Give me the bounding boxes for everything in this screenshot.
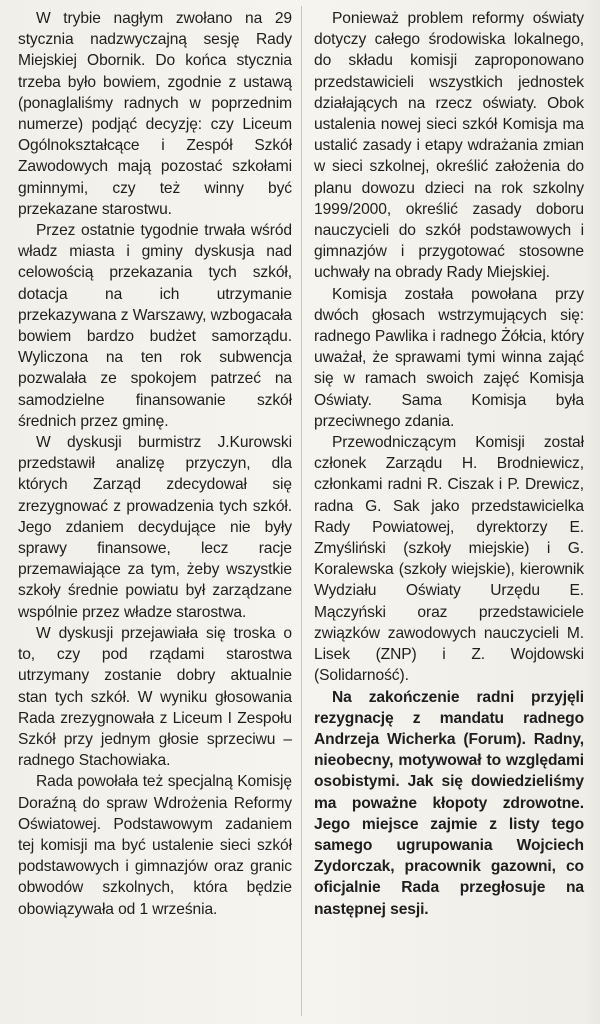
paragraph: W trybie nagłym zwołano na 29 stycznia nadzwyczajną sesję Rady Miejskiej Obornik. Do końca stycznia trzeba było bowiem, zgodnie z ustawą (ponaglaliśmy radnych w poprzednim numerze) podjąć decyzję: czy Liceum Ogólnokształcące i Zespół Szkół Zawodowych mają pozostać szkołami gminnymi, czy też winny być przekazane starostwu. bbox=[18, 10, 292, 218]
column-divider bbox=[301, 6, 302, 1016]
page-edge bbox=[586, 0, 600, 1024]
paragraph: Komisja została powołana przy dwóch głosach wstrzymujących się: radnego Pawlika i radnego Żółcia, który uważał, że sprawami tymi winna zająć się w ramach swoich zajęć Komisja Oświaty. Sama Komisja była przeciwnego zdania. bbox=[314, 285, 584, 430]
paragraph: W dyskusji burmistrz J.Kurowski przedstawił analizę przyczyn, dla których Zarząd zdecydował się zrezygnować z prowadzenia tych szkół. Jego zdaniem decydujące nie były sprawy finansowe, lecz racje przemawiające za tym, żeby wszystkie szkoły średnie powiatu był zarządzane wspólnie przez władze starostwa. bbox=[18, 434, 292, 621]
right-column bbox=[314, 8, 584, 920]
paragraph: Ponieważ problem reformy oświaty dotyczy całego środowiska lokalnego, do składu komisji zaproponowano przedstawicieli wszystkich jednostek działających na rzecz oświaty. Obok ustalenia nowej sieci szkół Komisja ma ustalić zasady i etapy wdrażania zmian w sieci szkolnej, określić założenia do planu dowozu dzieci na rok szkolny 1999/2000, określić zasady doboru nauczycieli do szkół podstawowych i gimnazjów i przygotować stosowne uchwały na obrady Rady Miejskiej. bbox=[314, 10, 584, 282]
paragraph: Przewodniczącym Komisji został członek Zarządu H. Brodniewicz, członkami radni R. Ciszak i P. Drewicz, radna G. Sak jako przedstawicielka Rady Powiatowej, dyrektorzy E. Zmyśliński (szkoły miejskie) i G. Koralewska (szkoły wiejskie), kierownik Wydziału Oświaty Urzędu E. Mączyński oraz przedstawiciele związków zawodowych nauczycieli M. Lisek (ZNP) i Z. Wojdowski (Solidarność). bbox=[314, 434, 584, 685]
paragraph: W dyskusji przejawiała się troska o to, czy pod rządami starostwa utrzymany zostanie dobry aktualnie stan tych szkół. W wyniku głosowania Rada zrezygnowała z Liceum I Zespołu Szkół przy jednym głosie sprzeciwu – radnego Stachowiaka. bbox=[18, 624, 292, 770]
paragraph: Rada powołała też specjalną Komisję Doraźną do spraw Wdrożenia Reformy Oświatowej. Podstawowym zadaniem tej komisji ma być ustalenie sieci szkół podstawowych i gimnazjów oraz granic obwodów szkolnych, która będzie obowiązywała od 1 września. bbox=[18, 773, 292, 918]
left-column bbox=[18, 8, 292, 920]
closing-paragraph: Na zakończenie radni przyjęli rezygnację z mandatu radnego Andrzeja Wicherka (Forum). Radny, nieobecny, motywował to względami osobistymi. Jak się dowiedzieliśmy ma poważne kłopoty zdrowotne. Jego miejsce zajmie z listy tego samego ugrupowania Wojciech Zydorczak, pracownik gazowni, co oficjalnie Rada przegłosuje na następnej sesji. bbox=[314, 688, 584, 918]
paragraph: Przez ostatnie tygodnie trwała wśród władz miasta i gminy dyskusja nad celowością przekazania tych szkół, dotacja na ich utrzymanie przekazywana z Warszawy, wzbogacała bowiem bardzo budżet samorządu. Wyliczona na ten rok subwencja pozwalała ze spokojem patrzeć na samodzielne finansowanie szkół średnich przez gminę. bbox=[18, 222, 292, 430]
